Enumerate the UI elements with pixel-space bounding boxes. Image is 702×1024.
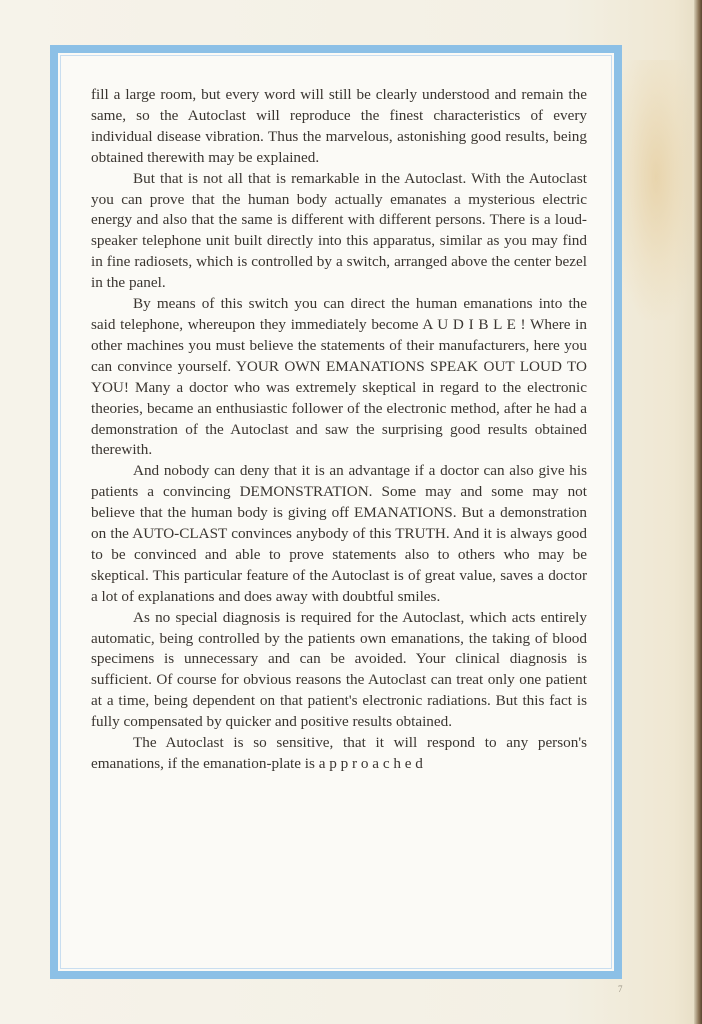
- paragraph-1: fill a large room, but every word will still be clearly understood and remain the same, so the Autoclast will reproduce the finest characteristics of every individual disease vibration. Thus the marvelous, astonishing good results, being obtained therewith may be explained.: [91, 86, 587, 166]
- page-number: 7: [618, 984, 623, 994]
- book-spine-edge: [694, 0, 702, 1024]
- body-text: [91, 85, 587, 775]
- paragraph-3: By means of this switch you can direct the human emanations into the said telephone, whereupon they immediately become A U D I B L E ! Where in other machines you must believe the statements of their manufacturers, here you can convince yourself. YOUR OWN EMANATIONS SPEAK OUT LOUD TO YOU! Many a doctor who was extremely skeptical in regard to the electronic theories, became an enthusiastic follower of the electronic method, after he had a demonstration of the Autoclast and saw the surprising good results obtained therewith.: [91, 295, 587, 459]
- paragraph-2: But that is not all that is remarkable in the Autoclast. With the Autoclast you can prove that the human body actually emanates a mysterious electric energy and also that the same is different with different persons. There is a loud-speaker telephone unit built directly into this apparatus, similar as you may find in fine radiosets, which is controlled by a switch, arranged above the center bezel in the panel.: [91, 169, 587, 292]
- paragraph-5: As no special diagnosis is required for the Autoclast, which acts entirely automatic, being controlled by the patients own emanations, the taking of blood specimens is unnecessary and can be avoided. Your clinical diagnosis is sufficient. Of course for obvious reasons the Autoclast can treat only one patient at a time, being dependent on that patient's electronic radiations. But this fact is fully compensated by quicker and positive results obtained.: [91, 608, 587, 731]
- paper-stain: [612, 60, 692, 320]
- paragraph-4: And nobody can deny that it is an advantage if a doctor can also give his patients a convincing DEMONSTRATION. Some may and some may not believe that the human body is giving off EMANATIONS. But a demonstration on the AUTO-CLAST convinces anybody of this TRUTH. And it is always good to be convinced and able to prove statements also to others who may be skeptical. This particular feature of the Autoclast is of great value, saves a doctor a lot of explanations and does away with doubtful smiles.: [91, 462, 587, 605]
- text-frame: [50, 45, 622, 979]
- paragraph-6: The Autoclast is so sensitive, that it will respond to any person's emanations, if the emanation-plate is a p p r o a c h e d: [91, 734, 587, 772]
